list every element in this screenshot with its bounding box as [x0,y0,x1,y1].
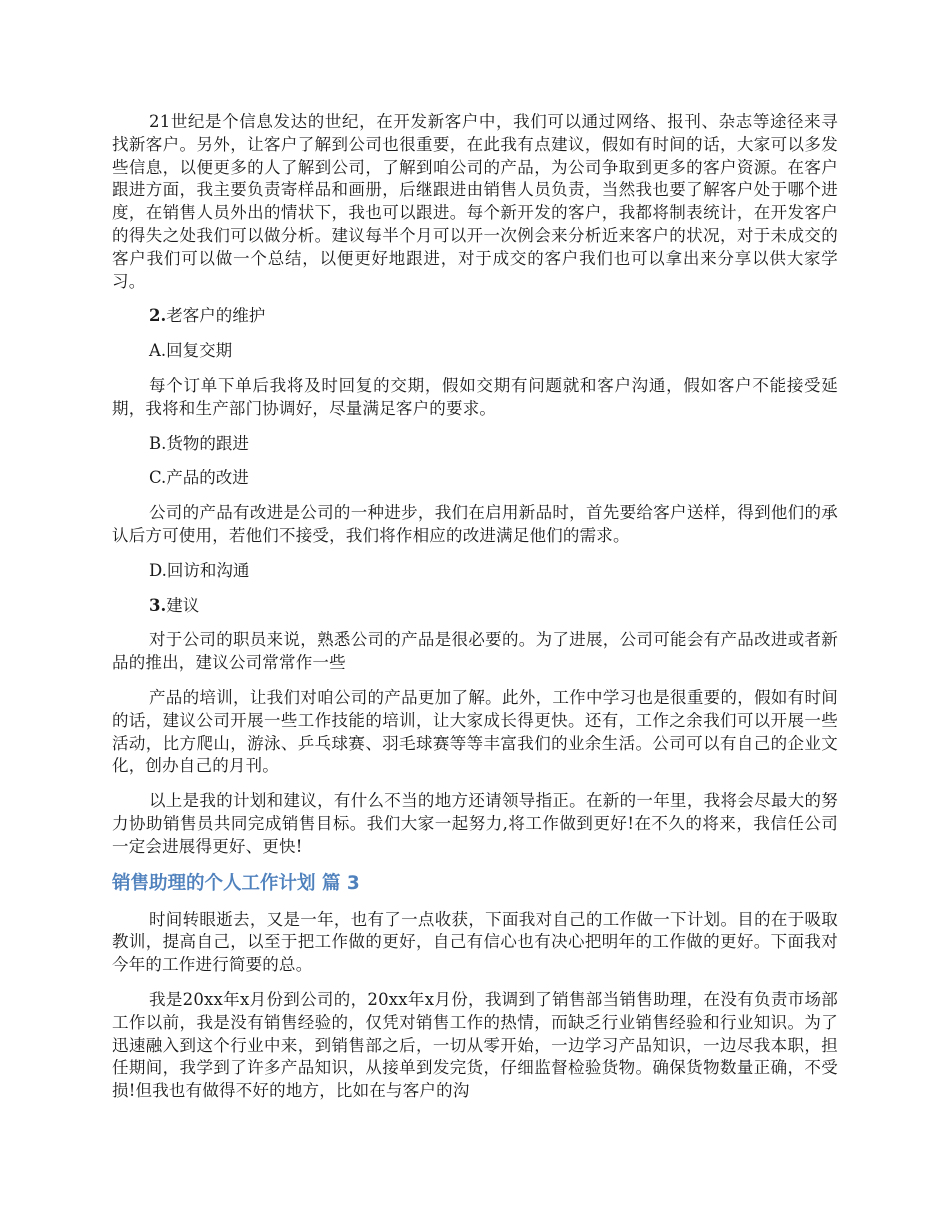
paragraph-conclusion: 以上是我的计划和建议，有什么不当的地方还请领导指正。在新的一年里，我将会尽最大的努力协助销售员共同完成销售目标。我们大家一起努力,将工作做到更好!在不久的将来，我信任公司一定会进展得更好、更快! [112,791,838,856]
paragraph-delivery: 每个订单下单后我将及时回复的交期，假如交期有问题就和客户沟通，假如客户不能接受延期，我将和生产部门协调好，尽量满足客户的要求。 [112,375,838,418]
list-item-reply-delivery: A.回复交期 [149,341,233,361]
list-item-visit-communicate: D.回访和沟通 [149,560,250,580]
subheading-suggestions [112,595,838,618]
subheading-text: 建议 [166,595,200,615]
list-item-product-improve: C.产品的改进 [149,468,249,488]
section-title: 销售助理的个人工作计划 篇 3 [112,872,360,894]
paragraph-experience: 我是20xx年x月份到公司的，20xx年x月份，我调到了销售部当销售助理，在没有负责市场部工作以前，我是没有销售经验的，仅凭对销售工作的热情，而缺乏行业销售经验和行业知识。为了迅速融入到这个行业中来，到销售部之后，一切从零开始，一边学习产品知识，一边尽我本职，担任期间，我学到了许多产品知识，从接单到发完货，仔细监督检验货物。确保货物数量正确，不受损!但我也有做得不好的地方，比如在与客户的沟 [112,989,838,1101]
paragraph-plan-intro: 时间转眼逝去，又是一年，也有了一点收获，下面我对自己的工作做一下计划。目的在于吸取教训，提高自己，以至于把工作做的更好，自己有信心也有决心把明年的工作做的更好。下面我对今年的工作进行简要的总。 [112,909,838,975]
subheading-text: 老客户的维护 [166,306,266,326]
list-item-goods-follow: B.货物的跟进 [149,433,249,453]
paragraph-product-improve: 公司的产品有改进是公司的一种进步，我们在启用新品时，首先要给客户送样，得到他们的承认后方可使用，若他们不接受，我们将作相应的改进满足他们的需求。 [112,503,838,545]
paragraph-training: 产品的培训，让我们对咱公司的产品更加了解。此外，工作中学习也是很重要的，假如有时间的话，建议公司开展一些工作技能的培训，让大家成长得更快。还有，工作之余我们可以开展一些活动，比方爬山，游泳、乒乓球赛、羽毛球赛等等丰富我们的业余生活。公司可以有自己的企业文化，创办自己的月刊。 [112,687,838,776]
document-page [112,111,838,1115]
paragraph-staff-knowledge: 对于公司的职员来说，熟悉公司的产品是很必要的。为了进展，公司可能会有产品改进或者新品的推出，建议公司常常作一些 [112,630,838,673]
subheading-number: 3. [149,595,167,615]
paragraph-new-customers: 21世纪是个信息发达的世纪，在开发新客户中，我们可以通过网络、报刊、杂志等途径来寻找新客户。另外，让客户了解到公司也很重要，在此我有点建议，假如有时间的话，大家可以多发些信息，以便更多的人了解到公司，了解到咱公司的产品，为公司争取到更多的客户资源。在客户跟进方面，我主要负责寄样品和画册，后继跟进由销售人员负责，当然我也要了解客户处于哪个进度，在销售人员外出的情状下，我也可以跟进。每个新开发的客户，我都将制表统计，在开发客户的得失之处我们可以做分析。建议每半个月可以开一次例会来分析近来客户的状况，对于未成交的客户我们可以做一个总结，以便更好地跟进，对于成交的客户我们也可以拿出来分享以供大家学习。 [112,112,838,291]
subheading-number: 2. [149,306,167,326]
subheading-old-customers [112,305,838,328]
